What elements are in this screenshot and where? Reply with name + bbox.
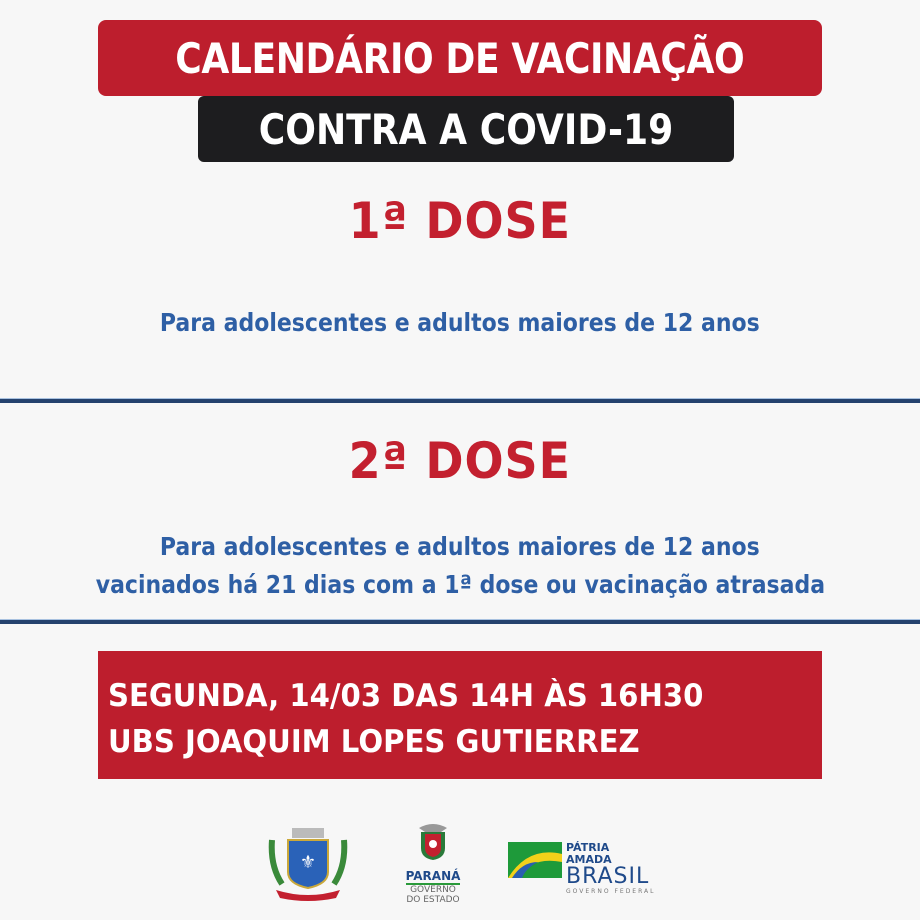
parana-logo: PARANÁ GOVERNO DO ESTADO: [398, 822, 468, 902]
brasil-logo: PÁTRIA AMADA BRASIL GOVERNO FEDERAL: [508, 842, 658, 888]
second-dose-description: Para adolescentes e adultos maiores de 12 anos vacinados há 21 dias com a 1ª dose ou vacinação atrasada: [95, 532, 825, 599]
footer-logos: [260, 822, 680, 905]
schedule-location: UBS JOAQUIM LOPES GUTIERREZ: [108, 724, 640, 760]
schedule-date-time: SEGUNDA, 14/03 DAS 14H ÀS 16H30: [108, 678, 704, 714]
city-coat-of-arms-icon: [268, 826, 348, 902]
title-line-2: CONTRA A COVID-19: [258, 104, 674, 154]
title-banner-black: [198, 96, 734, 162]
first-dose-heading: 1ª DOSE: [348, 192, 572, 250]
parana-coat-of-arms-icon: [413, 822, 453, 862]
title-banner-red: [98, 20, 822, 96]
schedule-box: [98, 651, 822, 779]
divider: [0, 398, 920, 403]
first-dose-description: Para adolescentes e adultos maiores de 12 anos: [160, 308, 760, 337]
title-line-1: CALENDÁRIO DE VACINAÇÃO: [175, 33, 745, 83]
svg-text:⚜: ⚜: [299, 852, 317, 873]
divider: [0, 619, 920, 624]
brasil-flag-icon: [508, 842, 562, 878]
second-dose-heading: 2ª DOSE: [348, 432, 572, 490]
